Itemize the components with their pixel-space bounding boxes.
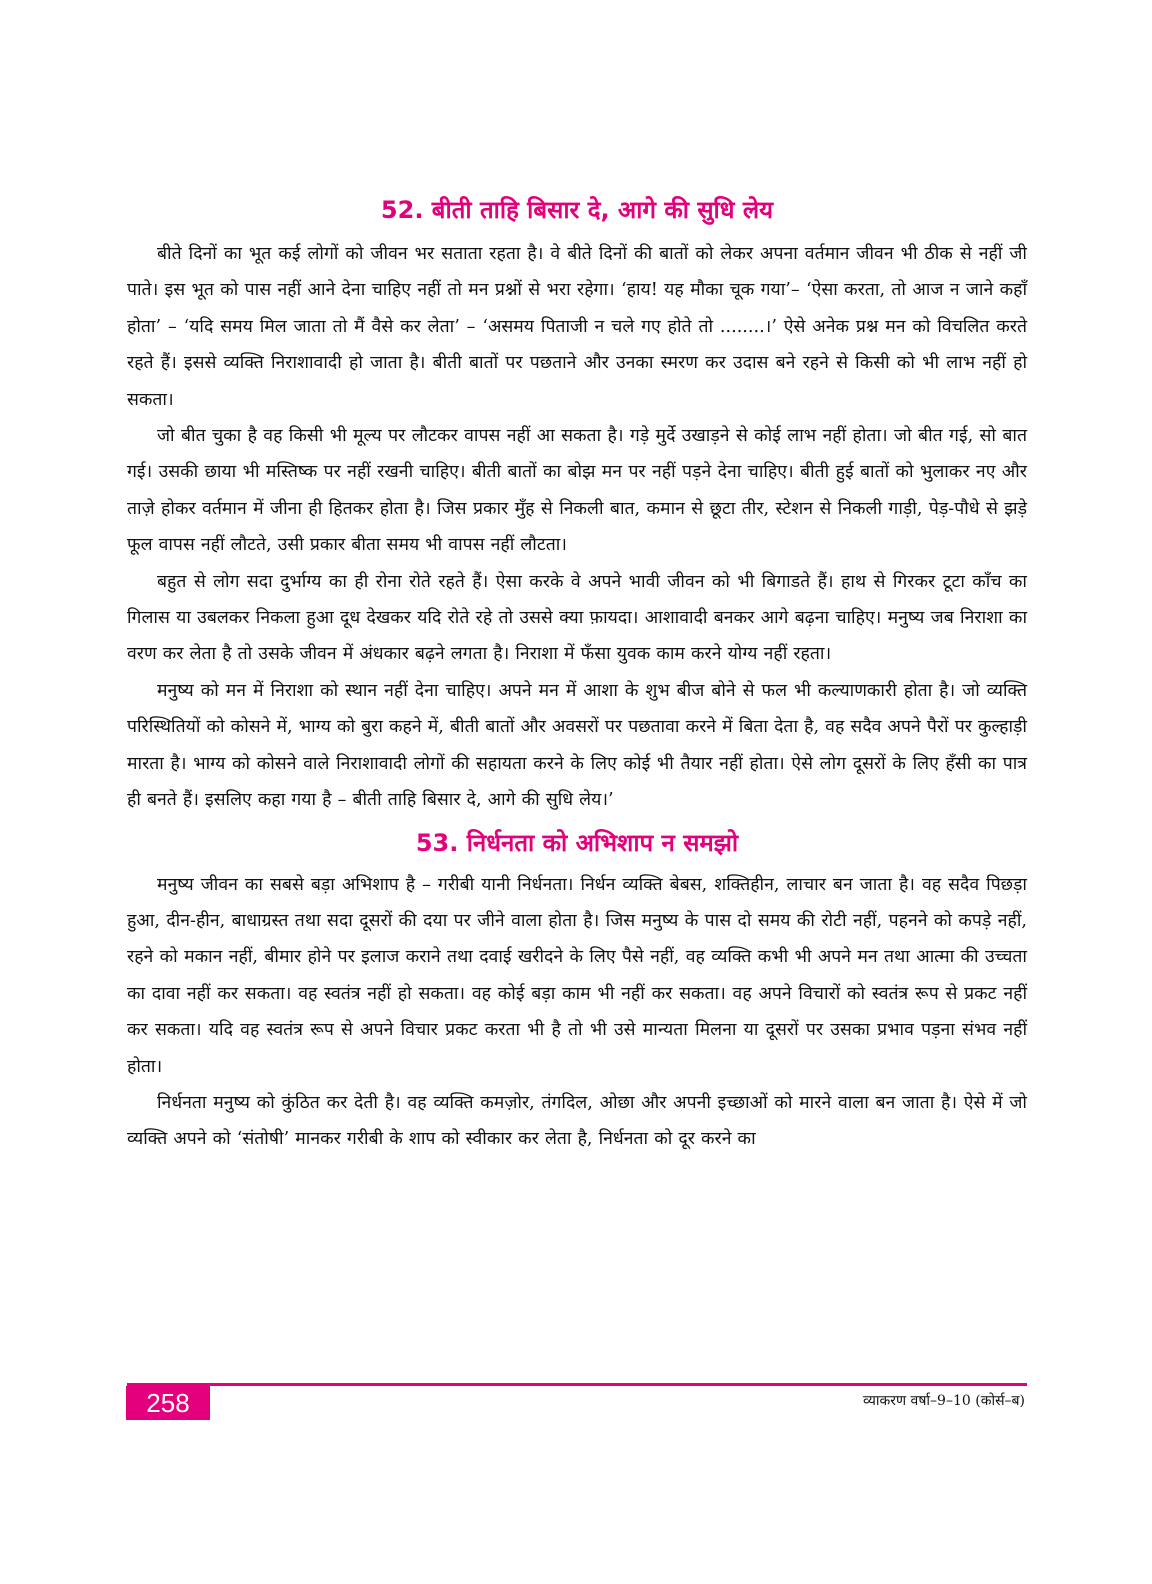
section-53-heading: 53. निर्धनता को अभिशाप न समझो: [415, 828, 739, 857]
footer-divider: [127, 1383, 1027, 1386]
section-52-paragraph-2: जो बीत चुका है वह किसी भी मूल्य पर लौटकर वापस नहीं आ सकता है। गड़े मुर्दे उखाड़ने से कोई लाभ नहीं होता। जो बीत गई, सो बात गई। उसकी छाया भी मस्तिष्क पर नहीं रखनी चाहिए। बीती बातों का बोझ मन पर नहीं पड़ने देना चाहिए। बीती हुई बातों को भुलाकर नए और ताज़े होकर वर्तमान में जीना ही हितकर होता है। जिस प्रकार मुँह से निकली बात, कमान से छूटा तीर, स्टेशन से निकली गाड़ी, पेड़-पौधे से झड़े फूल वापस नहीं लौटते, उसी प्रकार बीता समय भी वापस नहीं लौटता।: [127, 426, 1027, 556]
section-52-paragraph-4: मनुष्य को मन में निराशा को स्थान नहीं देना चाहिए। अपने मन में आशा के शुभ बीज बोने से फल भी कल्याणकारी होता है। जो व्यक्ति परिस्थितियों को कोसने में, भाग्य को बुरा कहने में, बीती बातों और अवसरों पर पछतावा करने में बिता देता है, वह सदैव अपने पैरों पर कुल्हाड़ी मारता है। भाग्य को कोसने वाले निराशावादी लोगों की सहायता करने के लिए कोई भी तैयार नहीं होता। ऐसे लोग दूसरों के लिए हँसी का पात्र ही बनते हैं। इसलिए कहा गया है – बीती ताहि बिसार दे, आगे की सुधि लेय।’: [127, 680, 1027, 811]
page-content: [127, 188, 1027, 1158]
book-title: व्याकरण वर्षा–9–10 (कोर्स–ब): [862, 1393, 1025, 1409]
section-53-paragraph-2: निर्धनता मनुष्य को कुंठित कर देती है। वह व्यक्ति कमज़ोर, तंगदिल, ओछा और अपनी इच्छाओं को मारने वाला बन जाता है। ऐसे में जो व्यक्ति अपने को ‘संतोषी’ मानकर गरीबी के शाप को स्वीकार कर लेता है, निर्धनता को दूर करने का: [127, 1092, 1027, 1150]
section-52-paragraph-3: बहुत से लोग सदा दुर्भाग्य का ही रोना रोते रहते हैं। ऐसा करके वे अपने भावी जीवन को भी बिगाडते हैं। हाथ से गिरकर टूटा काँच का गिलास या उबलकर निकला हुआ दूध देखकर यदि रोते रहे तो उससे क्या फ़ायदा। आशावादी बनकर आगे बढ़ना चाहिए। मनुष्य जब निराशा का वरण कर लेता है तो उसके जीवन में अंधकार बढ़ने लगता है। निराशा में फँसा युवक काम करने योग्य नहीं रहता।: [127, 571, 1027, 665]
section-52-heading: 52. बीती ताहि बिसार दे, आगे की सुधि लेय: [380, 196, 774, 224]
section-53-paragraph-1: मनुष्य जीवन का सबसे बड़ा अभिशाप है – गरीबी यानी निर्धनता। निर्धन व्यक्ति बेबस, शक्तिहीन, लाचार बन जाता है। वह सदैव पिछड़ा हुआ, दीन-हीन, बाधाग्रस्त तथा सदा दूसरों की दया पर जीने वाला होता है। जिस मनुष्य के पास दो समय की रोटी नहीं, पहनने को कपड़े नहीं, रहने को मकान नहीं, बीमार होने पर इलाज कराने तथा दवाई खरीदने के लिए पैसे नहीं, वह व्यक्ति कभी भी अपने मन तथा आत्मा की उच्चता का दावा नहीं कर सकता। वह स्वतंत्र नहीं हो सकता। वह कोई बड़ा काम भी नहीं कर सकता। वह अपने विचारों को स्वतंत्र रूप से प्रकट नहीं कर सकता। यदि वह स्वतंत्र रूप से अपने विचार प्रकट करता भी है तो भी उसे मान्यता मिलना या दूसरों पर उसका प्रभाव पड़ना संभव नहीं होता।: [127, 874, 1027, 1077]
section-52-paragraph-1: बीते दिनों का भूत कई लोगों को जीवन भर सताता रहता है। वे बीते दिनों की बातों को लेकर अपना वर्तमान जीवन भी ठीक से नहीं जी पाते। इस भूत को पास नहीं आने देना चाहिए नहीं तो मन प्रश्नों से भरा रहेगा। ‘हाय! यह मौका चूक गया’– ‘ऐसा करता, तो आज न जाने कहाँ होता’ – ‘यदि समय मिल जाता तो मैं वैसे कर लेता’ – ‘असमय पिताजी न चले गए होते तो ........।’ ऐसे अनेक प्रश्न मन को विचलित करते रहते हैं। इससे व्यक्ति निराशावादी हो जाता है। बीती बातों पर पछताने और उनका स्मरण कर उदास बने रहने से किसी को भी लाभ नहीं हो सकता।: [127, 244, 1027, 410]
page-number: 258: [126, 1386, 210, 1420]
